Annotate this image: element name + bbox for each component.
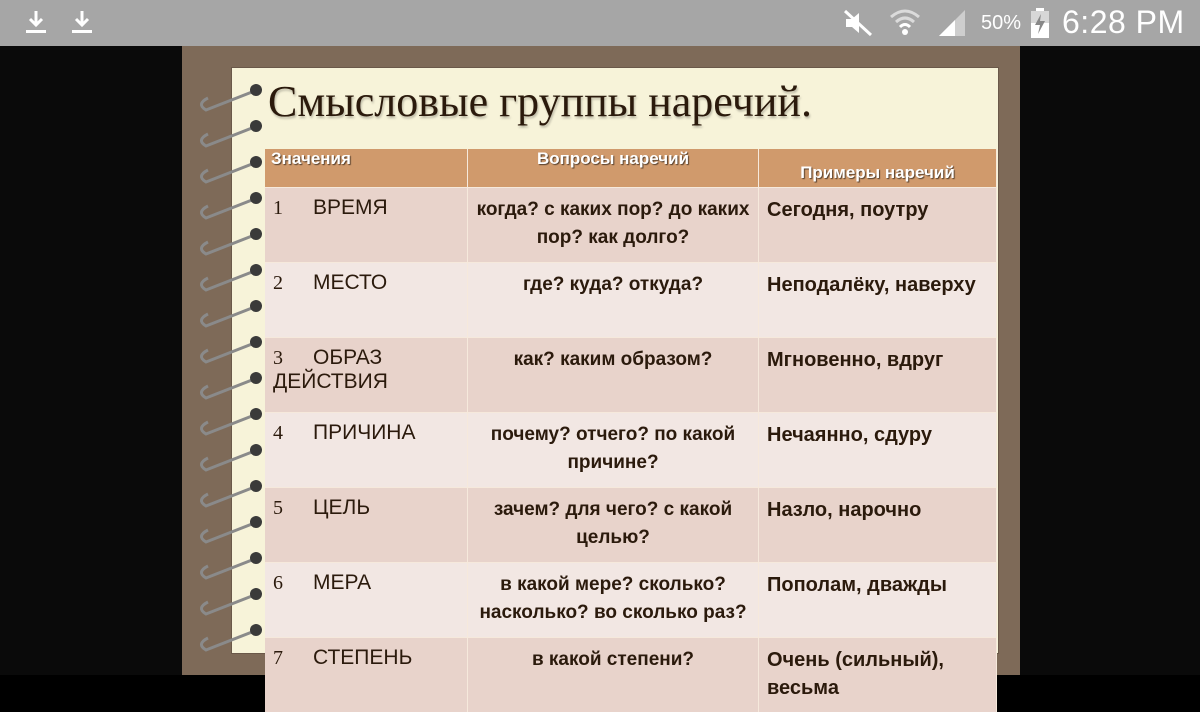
row-number: 3 [273, 347, 283, 369]
examples-cell: Назло, нарочно [759, 487, 997, 562]
table-header-row [265, 149, 997, 187]
meaning-cell [265, 487, 468, 562]
meaning-label: ВРЕМЯ [313, 196, 388, 219]
row-number: 7 [273, 647, 283, 669]
questions-cell: когда? с каких пор? до каких пор? как долго? [468, 187, 759, 262]
status-bar [0, 0, 1200, 46]
signal-icon [937, 8, 969, 43]
meaning-cell [265, 412, 468, 487]
table-row [265, 337, 997, 412]
meaning-cell [265, 562, 468, 637]
meaning-cell [265, 337, 468, 412]
questions-cell: в какой степени? [468, 637, 759, 712]
questions-text: в какой мере? сколько? насколько? во сколько раз? [479, 574, 747, 623]
meaning-label: ЦЕЛЬ [313, 496, 371, 519]
row-number: 4 [273, 422, 283, 444]
column-header-meaning: Значения [265, 149, 468, 187]
download-icon[interactable] [22, 8, 50, 41]
table-row [265, 187, 997, 262]
adverb-groups-table [265, 149, 997, 712]
examples-cell: Пополам, дважды [759, 562, 997, 637]
meaning-label: ПРИЧИНА [313, 421, 416, 444]
questions-cell: где? куда? откуда? [468, 262, 759, 337]
battery-percent: 50% [981, 12, 1022, 34]
row-number: 5 [273, 497, 283, 519]
row-number: 2 [273, 272, 283, 294]
table-row [265, 487, 997, 562]
examples-cell: Нечаянно, сдуру [759, 412, 997, 487]
table-row [265, 262, 997, 337]
row-number: 6 [273, 572, 283, 594]
meaning-label: ОБРАЗ ДЕЙСТВИЯ [273, 346, 388, 393]
examples-cell: Сегодня, поутру [759, 187, 997, 262]
battery-charging-icon [1030, 8, 1050, 43]
column-header-examples: Примеры наречий [759, 149, 997, 187]
meaning-cell [265, 262, 468, 337]
examples-cell: Неподалёку, наверху [759, 262, 997, 337]
questions-cell: зачем? для чего? с какой целью? [468, 487, 759, 562]
questions-cell: как? каким образом? [468, 337, 759, 412]
slide [182, 46, 1020, 699]
spiral-binding-icon [190, 80, 270, 660]
examples-cell: Мгновенно, вдруг [759, 337, 997, 412]
row-number: 1 [273, 197, 283, 219]
letterbox-right [1020, 46, 1200, 675]
meaning-label: СТЕПЕНЬ [313, 646, 413, 669]
clock: 6:28 PM [1062, 4, 1185, 40]
questions-cell: почему? отчего? по какой причине? [468, 412, 759, 487]
column-header-questions: Вопросы наречий [468, 149, 759, 187]
wifi-icon [889, 7, 921, 42]
examples-cell: Очень (сильный), весьма [759, 637, 997, 712]
meaning-cell [265, 187, 468, 262]
table-row [265, 412, 997, 487]
download-icon[interactable] [68, 8, 96, 41]
mute-icon [843, 9, 873, 42]
letterbox-left [0, 46, 182, 675]
slide-title: Смысловые группы наречий. [268, 77, 812, 126]
questions-cell [468, 562, 759, 637]
meaning-label: МЕСТО [313, 271, 388, 294]
table-row [265, 562, 997, 637]
meaning-label: МЕРА [313, 571, 372, 594]
